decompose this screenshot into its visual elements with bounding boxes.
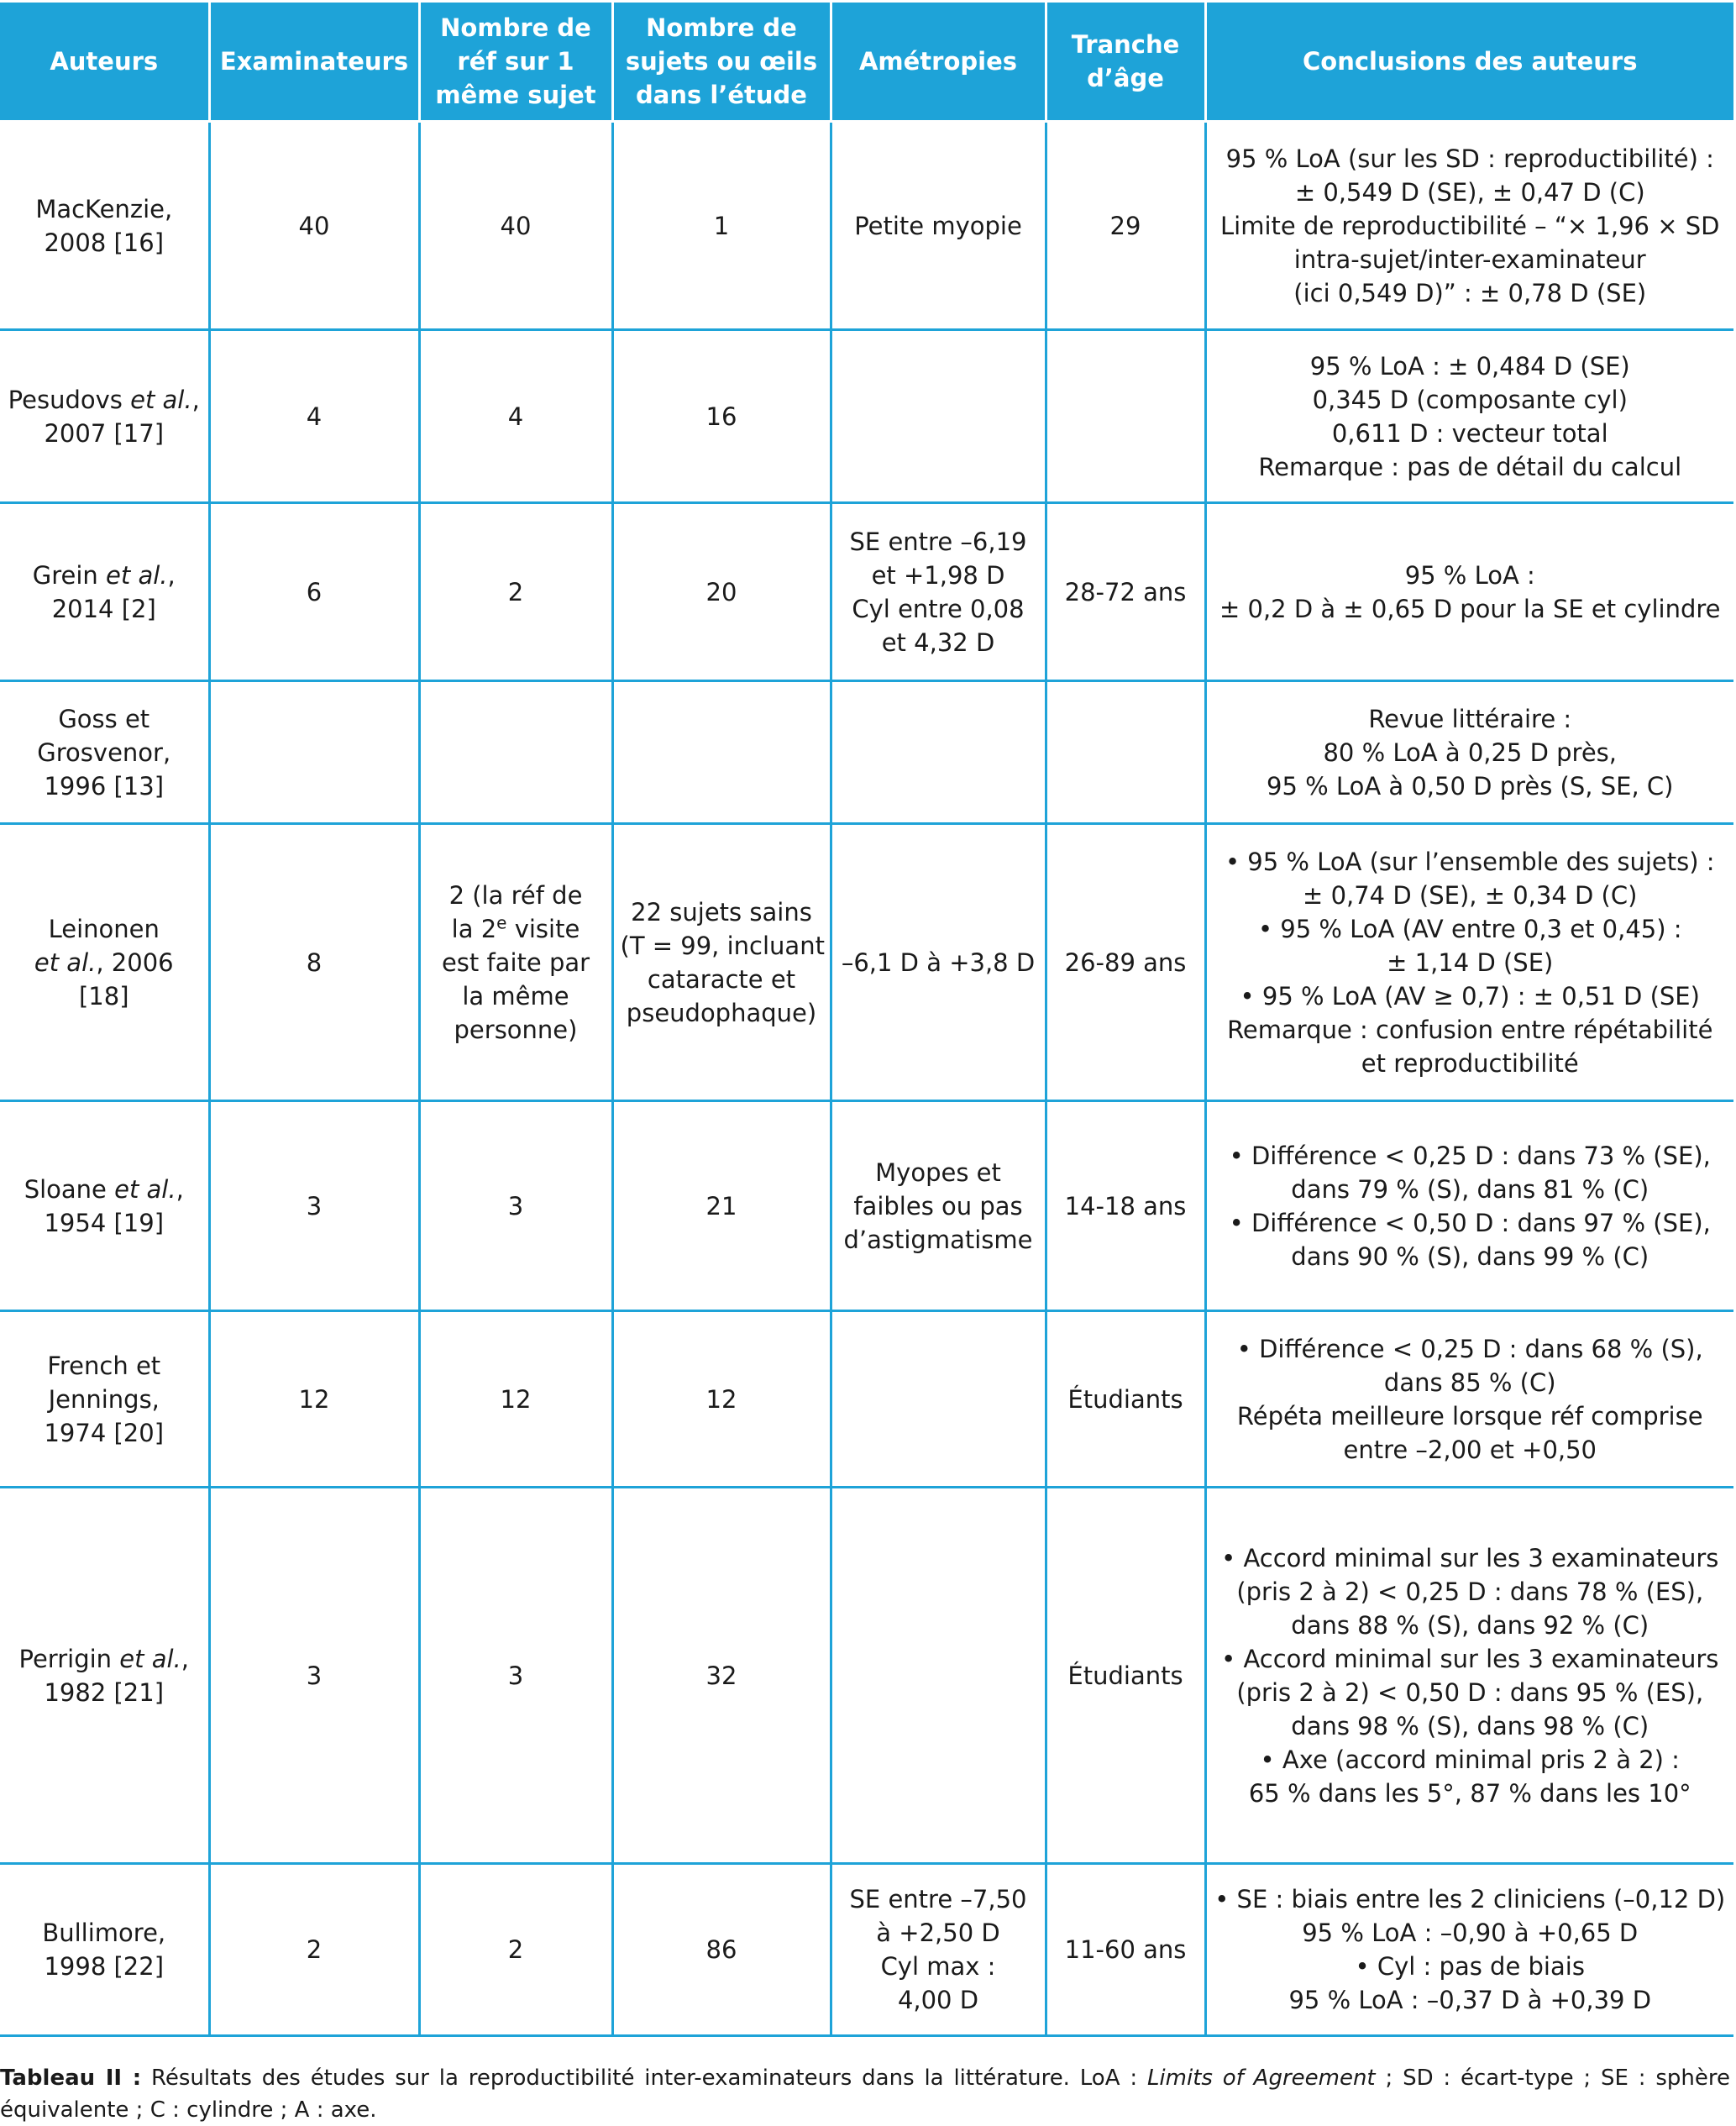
table-row <box>0 824 1733 1101</box>
cell-author <box>0 824 209 1101</box>
caption-text: Résultats des études sur la reproductibilité inter-examinateurs dans la littérature. LoA : Limits of Agreement ; SD : écart-type ; SE : sphère équivalente ; C : cylindre ; A : axe. <box>0 2066 1731 2123</box>
author-line: 1982 [21] <box>44 1677 165 1707</box>
cell-ametropia <box>831 681 1046 824</box>
ametropia-line: SE entre –6,19 <box>849 527 1027 556</box>
subjects-line: 32 <box>705 1661 737 1690</box>
refs-line: 2 <box>507 577 524 606</box>
cell-conclusions <box>1205 330 1733 503</box>
author-line: [18] <box>78 981 129 1011</box>
refs-line: 2 <box>507 1935 524 1964</box>
conclusion-line: ± 0,549 D (SE), ± 0,47 D (C) <box>1294 177 1645 207</box>
refs-line: 2 (la réf de <box>448 880 583 910</box>
author-line: Perrigin et al., <box>18 1644 189 1673</box>
table-row <box>0 122 1733 330</box>
subjects-line: 12 <box>705 1384 737 1414</box>
ametropia-line: et 4,32 D <box>881 627 995 657</box>
cell-examiners: 12 <box>209 1311 419 1488</box>
conclusion-line: dans 98 % (S), dans 98 % (C) <box>1291 1711 1649 1740</box>
header-conclusions: Conclusions des auteurs <box>1205 2 1733 122</box>
cell-conclusions <box>1205 1864 1733 2036</box>
conclusion-line: ± 1,14 D (SE) <box>1387 948 1554 977</box>
ametropia-line: Petite myopie <box>854 211 1022 240</box>
cell-conclusions <box>1205 1101 1733 1311</box>
cell-ametropia <box>831 824 1046 1101</box>
ametropia-line: Myopes et <box>875 1157 1001 1187</box>
conclusion-line: 0,345 D (composante cyl) <box>1312 385 1628 414</box>
conclusion-line: • Différence < 0,25 D : dans 68 % (S), <box>1236 1334 1703 1363</box>
refs-line: la même <box>462 981 569 1011</box>
cell-conclusions <box>1205 824 1733 1101</box>
cell-examiners: 2 <box>209 1864 419 2036</box>
cell-refs <box>419 1864 612 2036</box>
author-line: Goss et <box>58 704 150 733</box>
cell-examiners: 6 <box>209 503 419 681</box>
refs-line: 40 <box>500 211 532 240</box>
conclusion-line: • 95 % LoA (AV ≥ 0,7) : ± 0,51 D (SE) <box>1240 981 1700 1011</box>
author-line: Leinonen <box>48 914 160 943</box>
table-body <box>0 122 1733 2036</box>
ametropia-line: Cyl entre 0,08 <box>852 594 1025 623</box>
table-row <box>0 1311 1733 1488</box>
conclusion-line: 95 % LoA : –0,37 D à +0,39 D <box>1288 1986 1652 2014</box>
conclusion-line: dans 88 % (S), dans 92 % (C) <box>1291 1610 1649 1640</box>
cell-age: 14-18 ans <box>1046 1101 1205 1311</box>
header-ametropies: Amétropies <box>831 2 1046 122</box>
cell-refs <box>419 1311 612 1488</box>
table-caption <box>0 2062 1730 2126</box>
cell-subjects <box>612 122 831 330</box>
refs-line: 3 <box>507 1191 524 1220</box>
cell-examiners: 8 <box>209 824 419 1101</box>
ametropia-line: d’astigmatisme <box>843 1225 1033 1254</box>
header-nombre-sujets: Nombre de sujets ou œils dans l’étude <box>612 2 831 122</box>
conclusion-line: ± 0,74 D (SE), ± 0,34 D (C) <box>1303 880 1638 910</box>
cell-conclusions <box>1205 503 1733 681</box>
conclusion-line: ± 0,2 D à ± 0,65 D pour la SE et cylindre <box>1219 594 1721 623</box>
conclusion-line: • Différence < 0,25 D : dans 73 % (SE), <box>1229 1141 1711 1170</box>
conclusion-line: 95 % LoA (sur les SD : reproductibilité) : <box>1225 144 1714 173</box>
refs-line: 12 <box>500 1384 532 1414</box>
ametropia-line: faibles ou pas <box>853 1191 1023 1220</box>
subjects-line: (T = 99, incluant <box>620 931 825 960</box>
conclusion-line: entre –2,00 et +0,50 <box>1343 1435 1597 1464</box>
conclusion-line: 95 % LoA : <box>1404 560 1535 590</box>
cell-refs <box>419 122 612 330</box>
subjects-line: 1 <box>713 211 730 240</box>
cell-refs <box>419 824 612 1101</box>
ametropia-line: –6,1 D à +3,8 D <box>841 948 1036 977</box>
conclusion-line: 95 % LoA : ± 0,484 D (SE) <box>1309 351 1630 381</box>
conclusion-line: intra-sujet/inter-examinateur <box>1293 244 1646 274</box>
cell-age <box>1046 330 1205 503</box>
subjects-line: cataracte et <box>647 964 796 994</box>
refs-line: la 2e visite <box>451 911 580 943</box>
table-header-row <box>0 2 1733 122</box>
conclusion-line: dans 90 % (S), dans 99 % (C) <box>1291 1241 1649 1271</box>
ametropia-line: Cyl max : <box>880 1952 996 1981</box>
author-line: 2014 [2] <box>51 594 156 623</box>
cell-refs <box>419 1101 612 1311</box>
cell-author <box>0 122 209 330</box>
cell-author <box>0 1101 209 1311</box>
conclusion-line: dans 79 % (S), dans 81 % (C) <box>1291 1174 1649 1204</box>
cell-refs <box>419 1488 612 1864</box>
ametropia-line: et +1,98 D <box>871 560 1005 590</box>
cell-author <box>0 1488 209 1864</box>
author-line: Bullimore, <box>42 1919 166 1947</box>
refs-line: 3 <box>507 1661 524 1690</box>
cell-ametropia <box>831 122 1046 330</box>
cell-conclusions <box>1205 1311 1733 1488</box>
cell-subjects <box>612 330 831 503</box>
author-line: MacKenzie, <box>35 194 173 223</box>
cell-subjects <box>612 824 831 1101</box>
cell-refs <box>419 681 612 824</box>
conclusion-line: Revue littéraire : <box>1368 704 1572 733</box>
author-line: et al., 2006 <box>34 948 174 977</box>
conclusion-line: • 95 % LoA (sur l’ensemble des sujets) : <box>1225 847 1715 876</box>
author-line: Grein et al., <box>32 560 176 590</box>
conclusion-line: Remarque : confusion entre répétabilité <box>1227 1015 1713 1044</box>
refs-line: est faite par <box>441 948 590 977</box>
conclusion-line: Limite de reproductibilité – “× 1,96 × SD <box>1220 211 1720 240</box>
cell-author <box>0 1864 209 2036</box>
author-line: Grosvenor, <box>37 738 171 767</box>
author-line: 1974 [20] <box>44 1418 165 1447</box>
cell-conclusions <box>1205 681 1733 824</box>
cell-author <box>0 1311 209 1488</box>
cell-subjects <box>612 1311 831 1488</box>
cell-age: 29 <box>1046 122 1205 330</box>
table-row <box>0 503 1733 681</box>
table-row <box>0 330 1733 503</box>
conclusion-line: Répéta meilleure lorsque réf comprise <box>1236 1401 1703 1430</box>
subjects-line: 21 <box>705 1191 737 1220</box>
conclusion-line: 95 % LoA à 0,50 D près (S, SE, C) <box>1267 771 1674 801</box>
cell-subjects <box>612 1864 831 2036</box>
table-row <box>0 1101 1733 1311</box>
author-line: Sloane et al., <box>24 1174 184 1204</box>
caption-lead: Tableau II : <box>0 2066 142 2091</box>
cell-author <box>0 503 209 681</box>
cell-ametropia <box>831 1311 1046 1488</box>
header-examinateurs: Examinateurs <box>209 2 419 122</box>
subjects-line: 86 <box>705 1935 737 1964</box>
cell-examiners: 3 <box>209 1488 419 1864</box>
cell-conclusions <box>1205 122 1733 330</box>
conclusion-line: dans 85 % (C) <box>1383 1367 1556 1397</box>
table-row <box>0 681 1733 824</box>
cell-examiners: 3 <box>209 1101 419 1311</box>
conclusion-line: 65 % dans les 5°, 87 % dans les 10° <box>1248 1778 1691 1808</box>
cell-refs <box>419 330 612 503</box>
cell-age: 26-89 ans <box>1046 824 1205 1101</box>
cell-age: 11-60 ans <box>1046 1864 1205 2036</box>
cell-ametropia <box>831 1488 1046 1864</box>
cell-examiners <box>209 681 419 824</box>
refs-line: personne) <box>454 1015 578 1044</box>
ametropia-line: 4,00 D <box>897 1986 979 2014</box>
subjects-line: pseudophaque) <box>626 998 817 1027</box>
cell-age: Étudiants <box>1046 1311 1205 1488</box>
author-line: 1954 [19] <box>44 1208 165 1237</box>
cell-ametropia <box>831 1101 1046 1311</box>
cell-subjects <box>612 503 831 681</box>
cell-subjects <box>612 1488 831 1864</box>
author-line: Pesudovs et al., <box>8 385 200 414</box>
conclusion-line: 0,611 D : vecteur total <box>1331 418 1608 448</box>
conclusion-line: (pris 2 à 2) < 0,25 D : dans 78 % (ES), <box>1236 1577 1704 1606</box>
author-line: 1996 [13] <box>44 771 165 801</box>
conclusion-line: (pris 2 à 2) < 0,50 D : dans 95 % (ES), <box>1236 1677 1704 1707</box>
cell-refs <box>419 503 612 681</box>
cell-age: Étudiants <box>1046 1488 1205 1864</box>
subjects-line: 22 sujets sains <box>631 897 812 927</box>
author-line: French et <box>47 1351 161 1380</box>
author-line: 2008 [16] <box>44 228 165 257</box>
conclusion-line: 80 % LoA à 0,25 D près, <box>1323 738 1618 767</box>
cell-age: 28-72 ans <box>1046 503 1205 681</box>
cell-author <box>0 681 209 824</box>
conclusion-line: et reproductibilité <box>1361 1048 1579 1078</box>
conclusion-line: (ici 0,549 D)” : ± 0,78 D (SE) <box>1293 278 1647 307</box>
header-tranche-age: Tranche d’âge <box>1046 2 1205 122</box>
cell-author <box>0 330 209 503</box>
table-row <box>0 1488 1733 1864</box>
table-row <box>0 1864 1733 2036</box>
author-line: Jennings, <box>48 1384 160 1414</box>
ametropia-line: SE entre –7,50 <box>849 1885 1027 1913</box>
cell-examiners: 40 <box>209 122 419 330</box>
subjects-line: 16 <box>705 402 737 431</box>
conclusion-line: • Axe (accord minimal pris 2 à 2) : <box>1260 1745 1680 1774</box>
header-auteurs: Auteurs <box>0 2 209 122</box>
author-line: 2007 [17] <box>44 418 165 448</box>
cell-subjects <box>612 1101 831 1311</box>
conclusion-line: • Différence < 0,50 D : dans 97 % (SE), <box>1229 1208 1711 1237</box>
conclusion-line: • Accord minimal sur les 3 examinateurs <box>1221 1543 1719 1572</box>
header-nombre-ref: Nombre de réf sur 1 même sujet <box>419 2 612 122</box>
conclusion-line: • Accord minimal sur les 3 examinateurs <box>1221 1644 1719 1673</box>
conclusion-line: 95 % LoA : –0,90 à +0,65 D <box>1302 1919 1639 1947</box>
conclusion-line: • SE : biais entre les 2 cliniciens (–0,12 D) <box>1214 1885 1726 1913</box>
conclusion-line: Remarque : pas de détail du calcul <box>1258 452 1682 481</box>
conclusion-line: • Cyl : pas de biais <box>1355 1952 1585 1981</box>
cell-ametropia <box>831 1864 1046 2036</box>
cell-ametropia <box>831 503 1046 681</box>
subjects-line: 20 <box>705 577 737 606</box>
author-line: 1998 [22] <box>44 1952 165 1981</box>
cell-ametropia <box>831 330 1046 503</box>
refs-line: 4 <box>507 402 524 431</box>
cell-subjects <box>612 681 831 824</box>
cell-age <box>1046 681 1205 824</box>
conclusion-line: • 95 % LoA (AV entre 0,3 et 0,45) : <box>1257 914 1682 943</box>
cell-examiners: 4 <box>209 330 419 503</box>
ametropia-line: à +2,50 D <box>876 1919 1000 1947</box>
cell-conclusions <box>1205 1488 1733 1864</box>
